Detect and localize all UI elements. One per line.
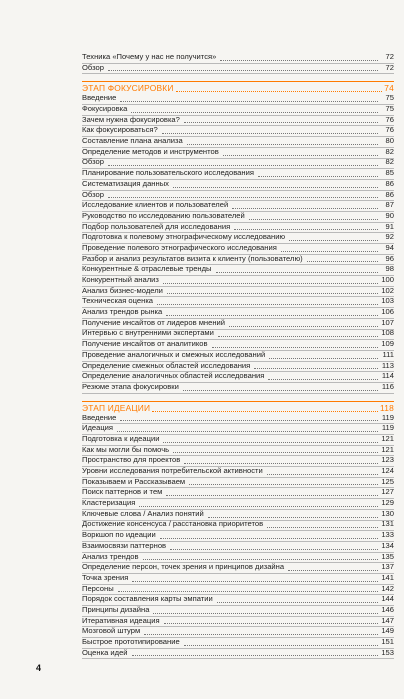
entry-title: Анализ трендов рынка	[82, 307, 163, 317]
leader-dots	[108, 64, 378, 71]
entry-title: Руководство по исследованию пользователей	[82, 210, 245, 220]
entry-page: 102	[381, 285, 394, 295]
entry-title: Подготовка к идеации	[82, 433, 160, 443]
entry-title: Анализ трендов	[82, 551, 139, 561]
leader-dots	[132, 649, 378, 656]
section-divider	[82, 394, 394, 402]
entry-title: Взаимосвязи паттернов	[82, 540, 167, 550]
leader-dots	[139, 500, 378, 507]
leader-dots	[170, 543, 378, 550]
entry-title: Техническая оценка	[82, 296, 154, 306]
entry-title: Порядок составления карты эмпатии	[82, 594, 213, 604]
entry-page: 146	[381, 604, 394, 614]
entry-page: 135	[381, 551, 394, 561]
toc-entry	[82, 574, 394, 585]
entry-page: 142	[381, 583, 394, 593]
entry-page: 127	[381, 487, 394, 497]
section-divider	[82, 74, 394, 82]
leader-dots	[184, 457, 378, 464]
leader-dots	[152, 404, 378, 412]
toc-entry	[82, 53, 394, 64]
entry-title: Точка зрения	[82, 572, 129, 582]
leader-dots	[229, 320, 378, 327]
section-heading-ideation	[82, 402, 394, 414]
entry-page: 100	[381, 275, 394, 285]
leader-dots	[173, 181, 378, 188]
entry-page: 130	[381, 508, 394, 518]
leader-dots	[249, 213, 378, 220]
toc-entry	[82, 649, 394, 660]
entry-page: 90	[385, 210, 394, 220]
leader-dots	[132, 575, 378, 582]
leader-dots	[212, 341, 379, 348]
leader-dots	[281, 245, 378, 252]
entry-title: Персоны	[82, 583, 114, 593]
leader-dots	[108, 159, 378, 166]
entry-title: Воркшоп по идеации	[82, 530, 156, 540]
focus-entries	[82, 94, 394, 393]
entry-page: 82	[385, 146, 394, 156]
entry-page: 133	[381, 530, 394, 540]
entry-title: Конкурентный анализ	[82, 275, 159, 285]
section-heading-focus	[82, 82, 394, 94]
entry-title: Исследование клиентов и пользователей	[82, 200, 229, 210]
leader-dots	[218, 330, 378, 337]
entry-page: 91	[385, 221, 394, 231]
leader-dots	[267, 521, 378, 528]
entry-title: Анализ бизнес-модели	[82, 285, 163, 295]
leader-dots	[267, 468, 378, 475]
entry-page: 76	[385, 114, 394, 124]
leader-dots	[143, 553, 378, 560]
leader-dots	[269, 352, 378, 359]
entry-page: 72	[385, 51, 394, 61]
toc-entry	[82, 414, 394, 425]
entry-page: 149	[381, 626, 394, 636]
entry-title: Показываем и Рассказываем	[82, 476, 186, 486]
entry-title: Поиск паттернов и тем	[82, 487, 163, 497]
leader-dots	[108, 191, 378, 198]
entry-title: Быстрое прототипирование	[82, 637, 180, 647]
leader-dots	[153, 607, 378, 614]
leader-dots	[183, 384, 378, 391]
leader-dots	[289, 234, 378, 241]
leader-dots	[163, 436, 378, 443]
entry-title: Получение инсайтов от аналитиков	[82, 339, 208, 349]
entry-title: Обзор	[82, 62, 104, 72]
entry-title: Определение персон, точек зрения и принципов дизайна	[82, 562, 285, 572]
leader-dots	[166, 309, 378, 316]
leader-dots	[189, 478, 378, 485]
leader-dots	[144, 628, 378, 635]
entry-title: Введение	[82, 412, 117, 422]
entry-page: 108	[381, 328, 394, 338]
entry-page: 121	[381, 444, 394, 454]
leader-dots	[164, 617, 378, 624]
section-page: 118	[380, 402, 394, 413]
leader-dots	[163, 277, 378, 284]
toc-entry	[82, 64, 394, 75]
entry-title: Фокусировка	[82, 104, 128, 114]
entry-page: 111	[382, 349, 394, 359]
entry-page: 109	[381, 339, 394, 349]
entry-title: Ключевые слова / Анализ понятий	[82, 508, 204, 518]
entry-page: 87	[385, 200, 394, 210]
entry-page: 121	[381, 433, 394, 443]
entry-title: Определение методов и инструментов	[82, 146, 219, 156]
leader-dots	[166, 489, 378, 496]
entry-page: 137	[381, 562, 394, 572]
entry-page: 124	[381, 466, 394, 476]
entry-title: Планирование пользовательского исследования	[82, 168, 254, 178]
toc-entry	[82, 383, 394, 394]
leader-dots	[258, 170, 378, 177]
leader-dots	[187, 138, 378, 145]
leader-dots	[131, 106, 378, 113]
leader-dots	[118, 585, 378, 592]
entry-page: 119	[381, 423, 394, 433]
leader-dots	[223, 149, 378, 156]
entry-title: Достижение консенсуса / расстановка приоритетов	[82, 519, 264, 529]
entry-page: 96	[385, 253, 394, 263]
leader-dots	[234, 223, 378, 230]
entry-title: Оценка идей	[82, 647, 128, 657]
entry-title: Подготовка к полевому этнографическому исследованию	[82, 232, 286, 242]
leader-dots	[184, 116, 378, 123]
entry-page: 86	[385, 189, 394, 199]
entry-page: 123	[381, 455, 394, 465]
entry-title: Резюме этапа фокусировки	[82, 381, 179, 391]
leader-dots	[220, 54, 378, 61]
entry-page: 147	[381, 615, 394, 625]
entry-page: 144	[381, 594, 394, 604]
entry-title: Уровни исследования потребительской активности	[82, 466, 263, 476]
entry-page: 131	[381, 519, 394, 529]
entry-title: Систематизация данных	[82, 178, 169, 188]
entry-title: Зачем нужна фокусировка?	[82, 114, 180, 124]
entry-page: 119	[381, 412, 394, 422]
page-number: 4	[36, 663, 42, 673]
entry-page: 153	[381, 647, 394, 657]
entry-page: 85	[385, 168, 394, 178]
entry-page: 116	[381, 381, 394, 391]
leader-dots	[208, 511, 378, 518]
entry-page: 113	[381, 360, 394, 370]
leader-dots	[117, 425, 378, 432]
entry-page: 103	[381, 296, 394, 306]
entry-title: Пространство для проектов	[82, 455, 181, 465]
entry-title: Как мы могли бы помочь	[82, 444, 170, 454]
ideation-entries	[82, 414, 394, 660]
leader-dots	[307, 255, 378, 262]
section-title: ЭТАП ИДЕАЦИИ	[82, 402, 151, 413]
section-title: ЭТАП ФОКУСИРОВКИ	[82, 83, 174, 94]
entry-page: 125	[381, 476, 394, 486]
entry-page: 72	[385, 62, 394, 72]
entry-page: 80	[385, 136, 394, 146]
entry-page: 82	[385, 157, 394, 167]
leader-dots	[288, 564, 378, 571]
entry-title: Составление плана анализа	[82, 136, 183, 146]
entry-page: 98	[385, 264, 394, 274]
entry-page: 75	[385, 104, 394, 114]
entry-title: Проведение полевого этнографического исследования	[82, 242, 277, 252]
entry-page: 134	[381, 540, 394, 550]
entry-page: 151	[381, 637, 394, 647]
entry-title: Проведение аналогичных и смежных исследований	[82, 349, 266, 359]
leader-dots	[232, 202, 378, 209]
entry-title: Кластеризация	[82, 498, 136, 508]
toc-entry	[82, 148, 394, 159]
entry-title: Получение инсайтов от лидеров мнений	[82, 317, 226, 327]
leader-dots	[167, 287, 378, 294]
entry-page: 106	[381, 307, 394, 317]
entry-page: 86	[385, 178, 394, 188]
toc-entry	[82, 180, 394, 191]
entry-title: Определение смежных областей исследования	[82, 360, 251, 370]
entry-page: 75	[385, 93, 394, 103]
section-page: 74	[384, 83, 394, 94]
leader-dots	[184, 639, 378, 646]
entry-title: Обзор	[82, 189, 104, 199]
entry-page: 92	[385, 232, 394, 242]
entry-title: Введение	[82, 93, 117, 103]
entry-page: 114	[381, 371, 394, 381]
entry-page: 107	[381, 317, 394, 327]
entry-title: Идеация	[82, 423, 114, 433]
table-of-contents	[82, 53, 394, 659]
entry-title: Техника «Почему у нас не получится»	[82, 51, 217, 61]
entry-title: Как фокусироваться?	[82, 125, 158, 135]
leader-dots	[254, 362, 378, 369]
entry-title: Разбор и анализ результатов визита к клиенту (пользователю)	[82, 253, 303, 263]
leader-dots	[160, 532, 378, 539]
entry-title: Определение аналогичных областей исследования	[82, 371, 265, 381]
entry-title: Принципы дизайна	[82, 604, 150, 614]
leader-dots	[120, 95, 378, 102]
entry-page: 141	[381, 572, 394, 582]
leader-dots	[217, 596, 378, 603]
entry-title: Мозговой штурм	[82, 626, 141, 636]
entry-title: Подбор пользователей для исследования	[82, 221, 231, 231]
entry-title: Конкурентные & отраслевые тренды	[82, 264, 212, 274]
leader-dots	[176, 84, 383, 92]
entry-title: Итеративная идеация	[82, 615, 160, 625]
leader-dots	[157, 298, 378, 305]
intro-entries	[82, 53, 394, 74]
entry-page: 94	[385, 242, 394, 252]
entry-title: Обзор	[82, 157, 104, 167]
entry-title: Интервью с внутренними экспертами	[82, 328, 214, 338]
leader-dots	[268, 373, 378, 380]
leader-dots	[162, 127, 378, 134]
entry-page: 76	[385, 125, 394, 135]
leader-dots	[216, 266, 378, 273]
leader-dots	[120, 414, 378, 421]
leader-dots	[173, 446, 378, 453]
entry-page: 129	[381, 498, 394, 508]
